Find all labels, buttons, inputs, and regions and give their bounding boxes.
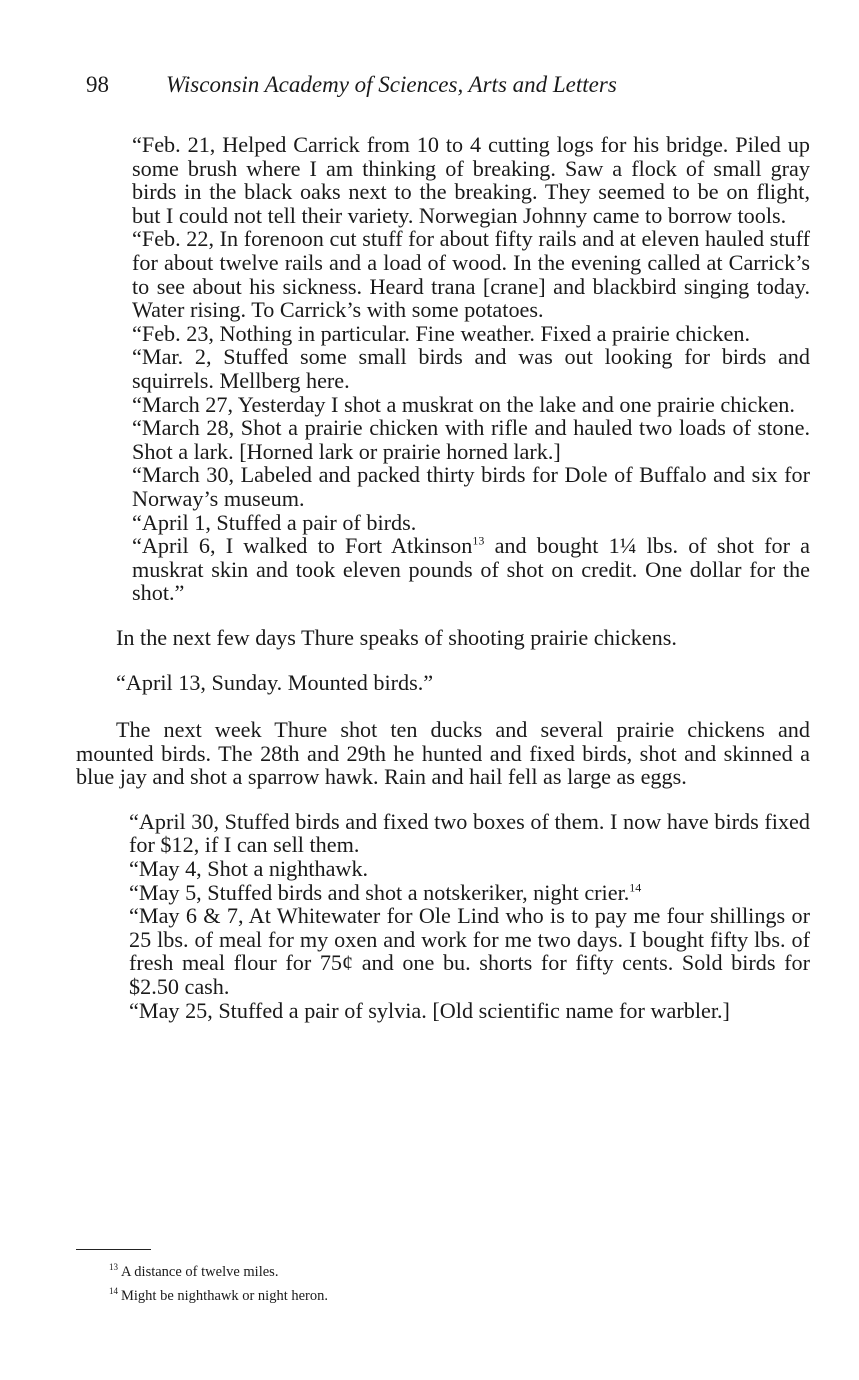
footnote — [109, 1258, 776, 1282]
diary-entry: “Feb. 23, Nothing in particular. Fine weather. Fixed a prairie chicken. — [132, 320, 750, 346]
running-title: Wisconsin Academy of Sciences, Arts and Letters — [166, 72, 617, 97]
quoted-entry-paragraph: “April 13, Sunday. Mounted birds.” — [116, 670, 434, 696]
entry-text: “April 6, I walked to Fort Atkinson — [132, 533, 473, 559]
footnote-divider — [76, 1249, 151, 1250]
footnotes — [76, 1249, 776, 1306]
footnote-mark: 13 — [109, 1262, 118, 1272]
footnote — [109, 1282, 776, 1306]
diary-entry: “Mar. 2, Stuffed some small birds and was out looking for birds and squirrels. Mellberg here. — [132, 344, 810, 393]
diary-entry: “May 4, Shot a nighthawk. — [129, 856, 369, 882]
narrative-paragraph: In the next few days Thure speaks of shooting prairie chickens. — [116, 624, 677, 650]
diary-entry: “March 30, Labeled and packed thirty birds for Dole of Buffalo and six for Norway’s museum. — [132, 462, 810, 511]
footnote-reference: 13 — [472, 533, 485, 548]
footnote-mark: 14 — [109, 1285, 118, 1296]
page-number: 98 — [86, 72, 109, 97]
diary-entry: “April 30, Stuffed birds and fixed two boxes of them. I now have birds fixed for $12, if I can sell them. — [129, 808, 810, 858]
diary-entry: “Feb. 22, In forenoon cut stuff for about fifty rails and at eleven hauled stuff for about twelve rails and a load of wood. In the evening called at Carrick’s to see about his sickness. Heard trana [crane] and blackbird singing today. Water rising. To Carrick’s with some potatoes. — [132, 226, 810, 323]
diary-entry-may-5 — [129, 881, 810, 905]
diary-entries-block-2 — [129, 810, 810, 1022]
diary-entry: “March 28, Shot a prairie chicken with rifle and hauled two loads of stone. Shot a lark. [Horned lark or prairie horned lark.] — [132, 415, 810, 464]
footnote-text: A distance of twelve miles. — [121, 1263, 279, 1280]
diary-entry-april-6 — [132, 534, 810, 605]
narrative-paragraph: The next week Thure shot ten ducks and several prairie chickens and mounted birds. The 28th and 29th he hunted and fixed birds, shot and skinned a blue jay and shot a sparrow hawk. Rain and hail fell as large as eggs. — [76, 717, 810, 790]
diary-entry: “May 6 & 7, At Whitewater for Ole Lind who is to pay me four shillings or 25 lbs. of meal for my oxen and work for me two days. I bought fifty lbs. of fresh meal flour for 75¢ and one bu. shorts for fifty cents. Sold birds for $2.50 cash. — [129, 903, 810, 999]
entry-text: “May 5, Stuffed birds and shot a notskeriker, night crier. — [129, 879, 630, 905]
footnote-reference: 14 — [629, 880, 642, 895]
footnote-text: Might be nighthawk or night heron. — [121, 1287, 329, 1304]
diary-entry: “March 27, Yesterday I shot a muskrat on the lake and one prairie chicken. — [132, 391, 795, 417]
diary-entries-block-1 — [132, 133, 810, 605]
page-header — [86, 72, 786, 106]
diary-entry: “Feb. 21, Helped Carrick from 10 to 4 cutting logs for his bridge. Piled up some brush where I am thinking of breaking. Saw a flock of small gray birds in the black oaks next to the breaking. They seemed to be on flight, but I could not tell their variety. Norwegian Johnny came to borrow tools. — [132, 132, 810, 228]
diary-entry: “May 25, Stuffed a pair of sylvia. [Old scientific name for warbler.] — [129, 997, 730, 1023]
entry-text: and bought 1¼ lbs. of shot for a muskrat skin and took eleven pounds of shot on credit. One dollar for the shot.” — [132, 533, 811, 606]
diary-entry: “April 1, Stuffed a pair of birds. — [132, 509, 417, 535]
page-body — [76, 133, 810, 1022]
